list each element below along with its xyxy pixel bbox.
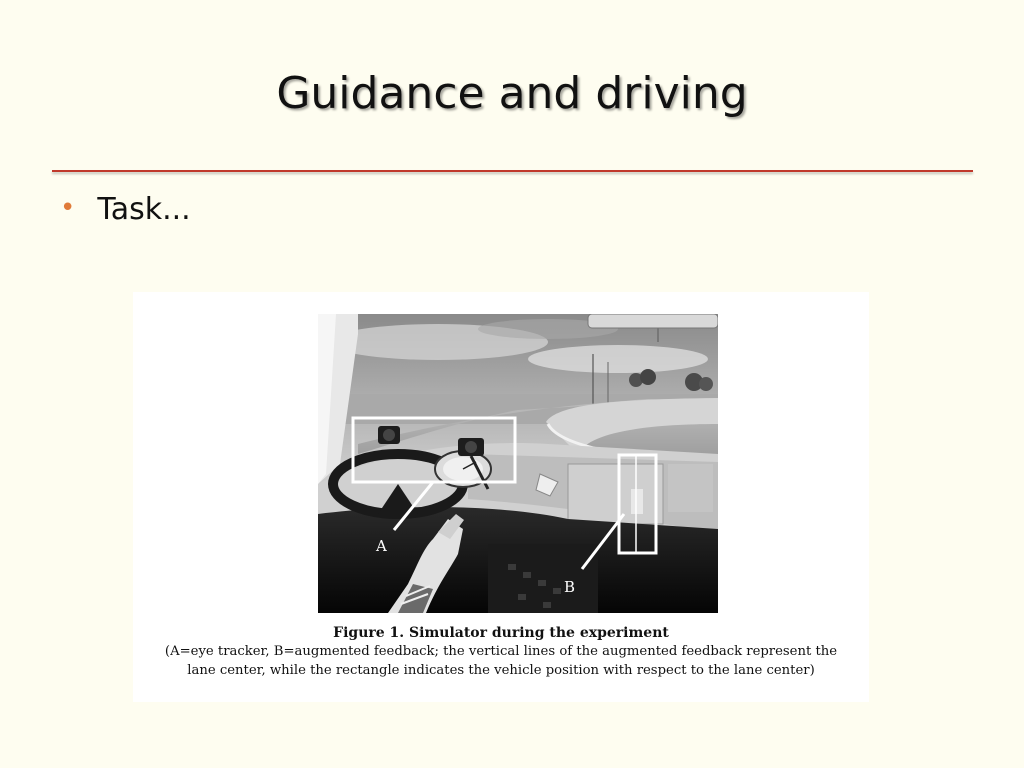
- title-divider: [52, 170, 973, 172]
- label-a: A: [376, 537, 387, 555]
- figure: [133, 292, 869, 702]
- label-b: B: [564, 578, 576, 596]
- caption-title: Figure 1. Simulator during the experiment: [333, 625, 669, 641]
- bullet-dot-icon: •: [60, 193, 76, 223]
- figure-caption: [133, 624, 869, 680]
- caption-line-2: lane center, while the rectangle indicates the vehicle position with respect to the lane center): [187, 663, 815, 678]
- bullet-item: [60, 192, 191, 227]
- slide-title: Guidance and driving: [276, 68, 748, 119]
- simulator-photo: [318, 314, 718, 613]
- bullet-text: Task...: [97, 192, 191, 227]
- caption-line-1: (A=eye tracker, B=augmented feedback; the vertical lines of the augmented feedback represent the: [164, 644, 838, 659]
